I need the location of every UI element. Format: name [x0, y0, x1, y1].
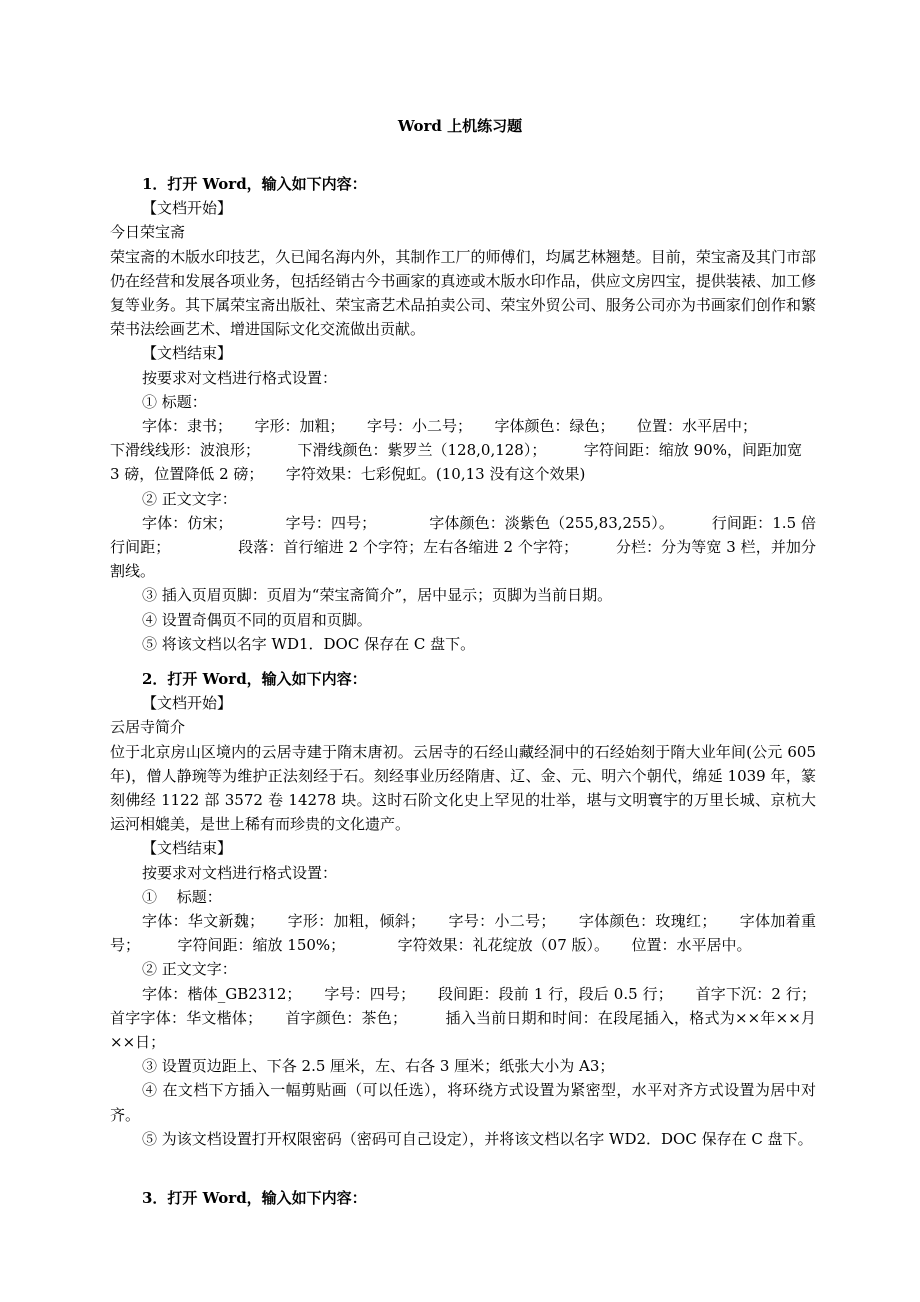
q2-article-title: 云居寺简介 — [110, 718, 186, 737]
q1-item1-line3: 3 磅，位置降低 2 磅； 字符效果：七彩倪虹。(10,13 没有这个效果) — [110, 465, 586, 484]
q1-item1-label: ① 标题： — [142, 392, 207, 411]
q1-instruction: 按要求对文档进行格式设置： — [142, 368, 338, 387]
question-3 — [110, 1186, 816, 1210]
q2-article-body: 位于北京房山区境内的云居寺建于隋末唐初。云居寺的石经山藏经洞中的石经始刻于隋大业年间(公元 605 年)，僧人静琬等为维护正法刻经于石。刻经事业历经隋唐、辽、金、元、明六个朝代，绵延 1039 年，篆刻佛经 1122 部 3572 卷 14278 块。这时石阶文化史上罕见的壮举，堪与文明寰宇的万里长城、京杭大运河相媲美，是世上稀有而珍贵的文化遗产。 — [110, 742, 816, 834]
q2-item2-label: ② 正文文字： — [142, 960, 237, 979]
q1-doc-end: 【文档结束】 — [142, 344, 233, 363]
q2-doc-start: 【文档开始】 — [142, 694, 233, 713]
q2-item2-body: 字体：楷体_GB2312； 字号：四号； 段间距：段前 1 行，段后 0.5 行； 首字下沉：2 行；首字字体：华文楷体； 首字颜色：茶色； 插入当前日期和时间：在段尾插入，格式为××年××月××日； — [110, 984, 816, 1052]
q2-item1-body: 字体：华文新魏； 字形：加粗，倾斜； 字号：小二号； 字体颜色：玫瑰红； 字体加着重号； 字符间距：缩放 150%； 字符效果：礼花绽放（07 版）。 位置：水平居中。 — [110, 912, 816, 955]
q1-item5: ⑤ 将该文档以名字 WD1．DOC 保存在 C 盘下。 — [142, 634, 476, 653]
q2-item3: ③ 设置页边距上、下各 2.5 厘米，左、右各 3 厘米；纸张大小为 A3； — [142, 1057, 615, 1076]
q1-article-title: 今日荣宝斋 — [110, 223, 186, 242]
q1-item4: ④ 设置奇偶页不同的页眉和页脚。 — [142, 610, 372, 629]
q1-heading: 1．打开 Word，输入如下内容： — [142, 175, 367, 193]
document-title: Word 上机练习题 — [397, 117, 523, 135]
q2-item5: ⑤ 为该文档设置打开权限密码（密码可自己设定），并将该文档以名字 WD2．DOC 保存在 C 盘下。 — [142, 1129, 813, 1148]
q1-item1-line2: 下滑线线形：波浪形； 下滑线颜色：紫罗兰（128,0,128）； 字符间距：缩放 90%，间距加宽 — [110, 441, 802, 460]
q1-article-body: 荣宝斋的木版水印技艺，久已闻名海内外，其制作工厂的师傅们，均属艺林翘楚。目前，荣宝斋及其门市部仍在经营和发展各项业务，包括经销古今书画家的真迹或木版水印作品，供应文房四宝，提供装裱、加工修复等业务。其下属荣宝斋出版社、荣宝斋艺术品拍卖公司、荣宝外贸公司、服务公司亦为书画家们创作和繁荣书法绘画艺术、增进国际文化交流做出贡献。 — [110, 247, 816, 339]
q2-heading: 2．打开 Word，输入如下内容： — [142, 670, 367, 688]
q1-item3: ③ 插入页眉页脚：页眉为“荣宝斋简介”，居中显示；页脚为当前日期。 — [142, 586, 613, 605]
question-1 — [110, 172, 816, 656]
q1-doc-start: 【文档开始】 — [142, 199, 233, 218]
q2-item1-label: ① 标题： — [142, 887, 222, 906]
q2-instruction: 按要求对文档进行格式设置： — [142, 863, 338, 882]
q1-item2-body: 字体：仿宋； 字号：四号； 字体颜色：淡紫色（255,83,255）。 行间距：1.5 倍行间距； 段落：首行缩进 2 个字符；左右各缩进 2 个字符； 分栏：分为等宽 3 栏，并加分割线。 — [110, 513, 816, 581]
question-2 — [110, 667, 816, 1151]
q1-item2-label: ② 正文文字： — [142, 489, 237, 508]
q2-item4: ④ 在文档下方插入一幅剪贴画（可以任选），将环绕方式设置为紧密型，水平对齐方式设置为居中对齐。 — [110, 1081, 816, 1124]
q3-heading: 3．打开 Word，输入如下内容： — [142, 1189, 367, 1207]
q1-item1-line1: 字体：隶书； 字形：加粗； 字号：小二号； 字体颜色：绿色； 位置：水平居中； — [142, 417, 758, 436]
q2-doc-end: 【文档结束】 — [142, 839, 233, 858]
